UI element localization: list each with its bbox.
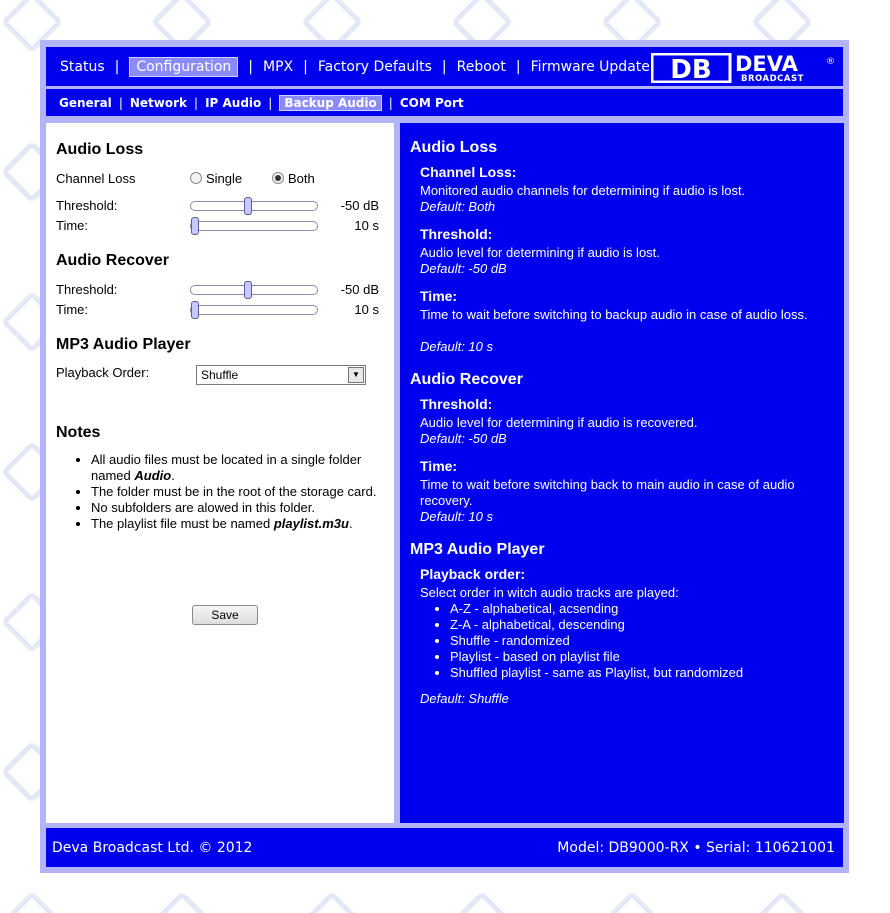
deva-logo — [651, 53, 837, 83]
help-playback-heading: Playback order: — [420, 566, 526, 582]
loss-time-label: Time: — [56, 218, 89, 233]
help-playback-default: Default: Shuffle — [420, 691, 509, 706]
list-item: • A-Z - alphabetical, acsending — [450, 601, 743, 617]
recover-time-value: 10 s — [354, 302, 379, 317]
help-playback-text: Select order in witch audio tracks are played: — [420, 585, 679, 600]
help-loss-threshold-heading: Threshold: — [420, 226, 493, 242]
help-loss-time-text: Time to wait before switching to backup audio in case of audio loss. — [420, 307, 808, 322]
help-recover-threshold-heading: Threshold: — [420, 396, 493, 412]
note-item: • The folder must be in the root of the storage card. — [91, 484, 391, 500]
help-mp3-title: MP3 Audio Player — [410, 541, 545, 558]
nav-firmware-update[interactable]: Firmware Update — [530, 59, 650, 75]
copyright-text: Deva Broadcast Ltd. © 2012 — [52, 840, 253, 856]
svg-text:DEVA: DEVA — [735, 53, 798, 76]
help-loss-time-default: Default: 10 s — [420, 339, 493, 354]
subnav-ip-audio[interactable]: IP Audio — [205, 96, 262, 110]
save-button[interactable]: Save — [192, 605, 258, 625]
recover-threshold-slider[interactable] — [190, 285, 318, 295]
radio-both[interactable]: Both — [272, 171, 315, 186]
note-item: • The playlist file must be named playlist.m3u. — [91, 516, 391, 532]
help-audio-loss-title: Audio Loss — [410, 139, 498, 156]
sub-navigation-bar — [46, 89, 843, 116]
subnav-backup-audio[interactable]: Backup Audio — [279, 95, 381, 111]
subnav-general[interactable]: General — [59, 96, 112, 110]
recover-threshold-value: -50 dB — [340, 282, 379, 297]
svg-text:DB: DB — [670, 55, 712, 83]
recover-threshold-label: Threshold: — [56, 282, 118, 297]
playback-order-options-list — [422, 601, 743, 681]
nav-mpx[interactable]: MPX — [263, 59, 294, 75]
list-item: • Z-A - alphabetical, descending — [450, 617, 743, 633]
help-channel-loss-default: Default: Both — [420, 199, 496, 214]
help-recover-threshold-text: Audio level for determining if audio is recovered. — [420, 415, 698, 430]
slider-thumb[interactable] — [244, 197, 252, 215]
chevron-down-icon[interactable]: ▼ — [348, 367, 364, 383]
help-channel-loss-heading: Channel Loss: — [420, 164, 517, 180]
playback-order-label: Playback Order: — [56, 365, 150, 380]
slider-thumb[interactable] — [191, 217, 199, 235]
help-loss-threshold-default: Default: -50 dB — [420, 261, 507, 276]
notes-title: Notes — [56, 424, 101, 441]
help-loss-time-heading: Time: — [420, 288, 458, 304]
nav-status[interactable]: Status — [60, 59, 105, 75]
help-recover-time-heading: Time: — [420, 458, 458, 474]
notes-list — [63, 452, 391, 532]
mp3-player-title: MP3 Audio Player — [56, 336, 191, 353]
configuration-submenu: General | Network | IP Audio | Backup Audio | COM Port — [59, 96, 464, 110]
help-panel — [400, 123, 844, 823]
model-serial-text: Model: DB9000-RX • Serial: 110621001 — [557, 840, 835, 856]
loss-time-slider[interactable] — [190, 221, 318, 231]
loss-time-value: 10 s — [354, 218, 379, 233]
playback-order-select[interactable] — [196, 365, 366, 385]
nav-reboot[interactable]: Reboot — [456, 59, 506, 75]
audio-recover-title: Audio Recover — [56, 252, 169, 269]
radio-single-icon — [190, 172, 202, 184]
list-item: • Playlist - based on playlist file — [450, 649, 743, 665]
note-item: • All audio files must be located in a single folder named Audio. — [91, 452, 391, 484]
recover-time-label: Time: — [56, 302, 89, 317]
loss-threshold-slider[interactable] — [190, 201, 318, 211]
svg-text:®: ® — [826, 57, 835, 67]
playback-order-value: Shuffle — [201, 368, 239, 382]
footer-bar — [46, 828, 843, 867]
slider-thumb[interactable] — [244, 281, 252, 299]
svg-text:BROADCAST: BROADCAST — [741, 74, 804, 83]
slider-thumb[interactable] — [191, 301, 199, 319]
help-channel-loss-text: Monitored audio channels for determining if audio is lost. — [420, 183, 746, 198]
help-loss-threshold-text: Audio level for determining if audio is lost. — [420, 245, 660, 260]
radio-both-icon — [272, 172, 284, 184]
note-item: • No subfolders are alowed in this folder. — [91, 500, 391, 516]
main-menu: Status | Configuration | MPX | Factory Defaults | Reboot | Firmware Update — [60, 59, 650, 75]
loss-threshold-label: Threshold: — [56, 198, 118, 213]
help-audio-recover-title: Audio Recover — [410, 371, 523, 388]
recover-time-slider[interactable] — [190, 305, 318, 315]
channel-loss-label: Channel Loss — [56, 171, 136, 186]
nav-configuration[interactable]: Configuration — [129, 57, 238, 77]
help-recover-time-default: Default: 10 s — [420, 509, 493, 524]
help-recover-time-text: Time to wait before switching back to main audio in case of audio recovery. — [420, 477, 795, 508]
audio-loss-title: Audio Loss — [56, 141, 144, 158]
loss-threshold-value: -50 dB — [340, 198, 379, 213]
app-frame — [40, 40, 849, 873]
top-navigation-bar — [46, 47, 843, 86]
list-item: • Shuffle - randomized — [450, 633, 743, 649]
subnav-com-port[interactable]: COM Port — [399, 96, 464, 110]
nav-factory-defaults[interactable]: Factory Defaults — [317, 59, 432, 75]
settings-panel — [46, 123, 394, 823]
radio-single[interactable]: Single — [190, 171, 242, 186]
list-item: • Shuffled playlist - same as Playlist, but randomized — [450, 665, 743, 681]
subnav-network[interactable]: Network — [129, 96, 188, 110]
help-recover-threshold-default: Default: -50 dB — [420, 431, 507, 446]
